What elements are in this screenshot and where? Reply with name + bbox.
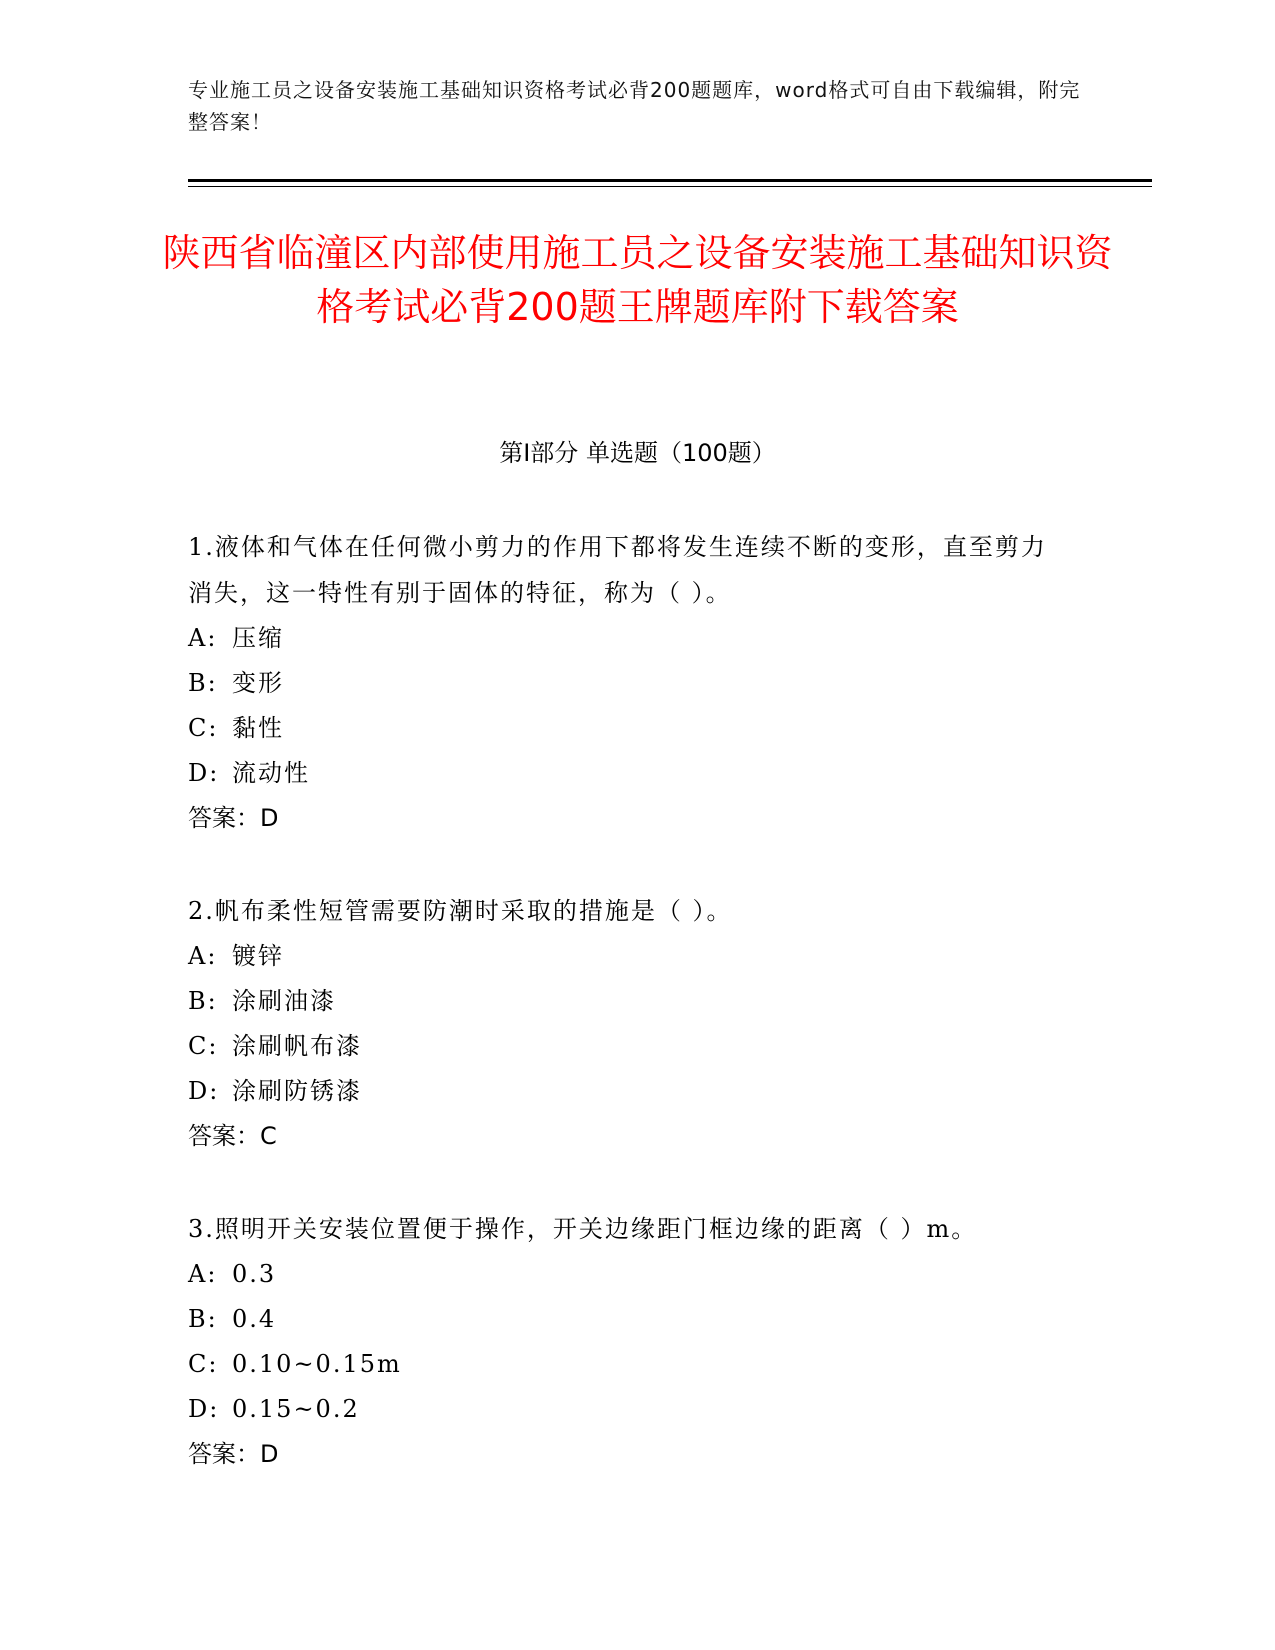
option-key: D: [188, 1077, 220, 1105]
option-key: A: [188, 1260, 218, 1288]
option-b [188, 1297, 1068, 1342]
section-title: 第Ⅰ部分 单选题（100题） [499, 439, 776, 467]
option-text: 0.10~0.15m [232, 1350, 402, 1378]
question-1 [188, 524, 1068, 841]
option-text: 0.3 [232, 1260, 277, 1288]
answer: 答案：C [188, 1122, 277, 1150]
option-c [188, 706, 1068, 751]
option-d [188, 1069, 1068, 1114]
option-text: 压缩 [232, 624, 284, 652]
option-c [188, 1024, 1068, 1069]
option-text: 涂刷油漆 [232, 987, 336, 1015]
option-key: B: [188, 669, 218, 697]
option-key: A: [188, 942, 218, 970]
option-text: 镀锌 [232, 942, 284, 970]
question-stem: 2.帆布柔性短管需要防潮时采取的措施是（ ）。 [188, 897, 733, 925]
header-note: 专业施工员之设备安装施工基础知识资格考试必背200题题库，word格式可自由下载编辑，附完整答案！ [188, 78, 1081, 134]
option-a [188, 616, 1068, 661]
option-key: A: [188, 624, 218, 652]
question-stem: 1.液体和气体在任何微小剪力的作用下都将发生连续不断的变形，直至剪力消失，这一特性有别于固体的特征，称为（ ）。 [188, 533, 1047, 607]
question-2 [188, 888, 1068, 1159]
option-d [188, 1387, 1068, 1432]
option-text: 涂刷帆布漆 [232, 1032, 362, 1060]
option-key: D: [188, 1395, 220, 1423]
header-rule-thin [188, 186, 1152, 187]
option-key: B: [188, 987, 218, 1015]
option-text: 0.15~0.2 [232, 1395, 360, 1423]
answer: 答案：D [188, 804, 279, 832]
option-a [188, 1252, 1068, 1297]
answer: 答案：D [188, 1440, 279, 1468]
document-title: 陕西省临潼区内部使用施工员之设备安装施工基础知识资格考试必背200题王牌题库附下载答案 [162, 231, 1113, 329]
header-rule-thick [188, 179, 1152, 182]
option-key: C: [188, 1032, 219, 1060]
option-text: 变形 [232, 669, 284, 697]
option-key: C: [188, 1350, 219, 1378]
option-c [188, 1342, 1068, 1387]
question-3 [188, 1206, 1068, 1477]
question-stem: 3.照明开关安装位置便于操作，开关边缘距门框边缘的距离（ ）m。 [188, 1215, 978, 1243]
option-text: 涂刷防锈漆 [232, 1077, 362, 1105]
option-key: D: [188, 759, 220, 787]
option-key: C: [188, 714, 219, 742]
option-key: B: [188, 1305, 218, 1333]
option-text: 流动性 [232, 759, 310, 787]
option-text: 黏性 [232, 714, 284, 742]
option-d [188, 751, 1068, 796]
option-a [188, 934, 1068, 979]
option-b [188, 979, 1068, 1024]
option-text: 0.4 [232, 1305, 277, 1333]
option-b [188, 661, 1068, 706]
